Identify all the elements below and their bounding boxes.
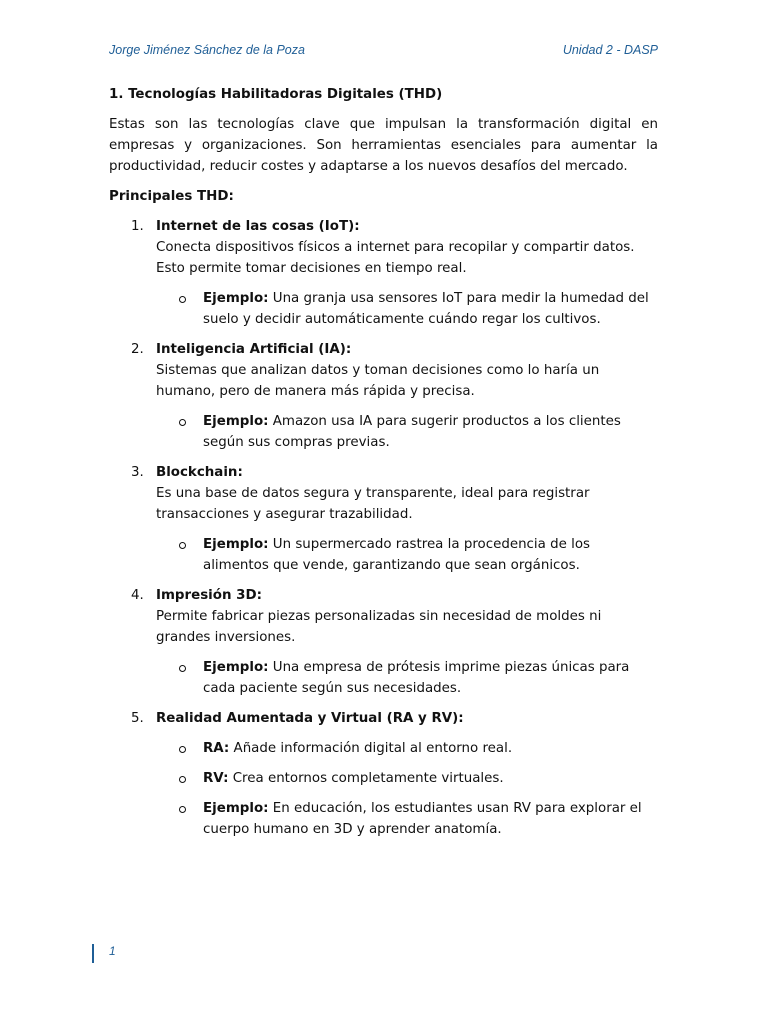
sub-item-label: Ejemplo: bbox=[203, 291, 269, 306]
hollow-circle-bullet-icon bbox=[179, 419, 186, 426]
list-item bbox=[109, 462, 658, 576]
list-item-description: Sistemas que analizan datos y toman decisiones como lo haría un humano, pero de manera más rápida y precisa. bbox=[156, 363, 600, 399]
sub-item-text: En educación, los estudiantes usan RV para explorar el cuerpo humano en 3D y aprender anatomía. bbox=[203, 801, 642, 837]
list-item-title: Blockchain: bbox=[156, 465, 243, 480]
sub-list bbox=[156, 288, 658, 330]
sub-list-item bbox=[156, 798, 658, 840]
list-item bbox=[109, 585, 658, 699]
sub-item-text: Una empresa de prótesis imprime piezas únicas para cada paciente según sus necesidades. bbox=[203, 660, 630, 696]
document-body bbox=[109, 84, 658, 849]
list-item-description: Es una base de datos segura y transparente, ideal para registrar transacciones y asegurar trazabilidad. bbox=[156, 486, 590, 522]
sub-list-item bbox=[156, 768, 658, 789]
subheading-principales: Principales THD: bbox=[109, 189, 234, 204]
hollow-circle-bullet-icon bbox=[179, 296, 186, 303]
sub-item-label: Ejemplo: bbox=[203, 660, 269, 675]
thd-list bbox=[109, 216, 658, 840]
sub-list-item bbox=[156, 534, 658, 576]
sub-item-text: Una granja usa sensores IoT para medir la humedad del suelo y decidir automáticamente cuándo regar los cultivos. bbox=[203, 291, 649, 327]
list-item bbox=[109, 708, 658, 840]
sub-item-label: RV: bbox=[203, 771, 229, 786]
sub-item-text: Crea entornos completamente virtuales. bbox=[228, 771, 504, 786]
sub-item-label: RA: bbox=[203, 741, 230, 756]
list-item bbox=[109, 216, 658, 330]
list-item-description: Conecta dispositivos físicos a internet para recopilar y compartir datos. Esto permite tomar decisiones en tiempo real. bbox=[156, 240, 635, 276]
list-item-title: Impresión 3D: bbox=[156, 588, 262, 603]
sub-item-label: Ejemplo: bbox=[203, 414, 269, 429]
list-item-number: 3. bbox=[131, 465, 144, 480]
sub-list-item bbox=[156, 657, 658, 699]
list-item-number: 2. bbox=[131, 342, 144, 357]
sub-item-text: Un supermercado rastrea la procedencia de los alimentos que vende, garantizando que sean orgánicos. bbox=[203, 537, 590, 573]
list-item bbox=[109, 339, 658, 453]
hollow-circle-bullet-icon bbox=[179, 542, 186, 549]
sub-list bbox=[156, 534, 658, 576]
list-item-number: 1. bbox=[131, 219, 144, 234]
sub-item-label: Ejemplo: bbox=[203, 801, 269, 816]
list-item-title: Inteligencia Artificial (IA): bbox=[156, 342, 352, 357]
sub-list-item bbox=[156, 288, 658, 330]
list-item-number: 4. bbox=[131, 588, 144, 603]
hollow-circle-bullet-icon bbox=[179, 665, 186, 672]
page-header bbox=[109, 43, 658, 57]
header-author: Jorge Jiménez Sánchez de la Poza bbox=[109, 43, 305, 57]
page-number: 1 bbox=[109, 944, 116, 958]
hollow-circle-bullet-icon bbox=[179, 746, 186, 753]
sub-list-item bbox=[156, 738, 658, 759]
list-item-title: Realidad Aumentada y Virtual (RA y RV): bbox=[156, 711, 464, 726]
section-title: 1. Tecnologías Habilitadoras Digitales (THD) bbox=[109, 87, 443, 102]
sub-list-item bbox=[156, 411, 658, 453]
list-item-number: 5. bbox=[131, 711, 144, 726]
sub-item-label: Ejemplo: bbox=[203, 537, 269, 552]
hollow-circle-bullet-icon bbox=[179, 806, 186, 813]
list-item-description: Permite fabricar piezas personalizadas sin necesidad de moldes ni grandes inversiones. bbox=[156, 609, 602, 645]
footer-accent-bar bbox=[92, 944, 94, 963]
intro-paragraph: Estas son las tecnologías clave que impulsan la transformación digital en empresas y organizaciones. Son herramientas esenciales para aumentar la productividad, reducir costes y adaptarse a los nuevos desafíos del mercado. bbox=[109, 117, 658, 174]
hollow-circle-bullet-icon bbox=[179, 776, 186, 783]
sub-item-text: Amazon usa IA para sugerir productos a los clientes según sus compras previas. bbox=[203, 414, 621, 450]
header-unit: Unidad 2 - DASP bbox=[562, 43, 658, 57]
sub-item-text: Añade información digital al entorno real. bbox=[229, 741, 513, 756]
sub-list bbox=[156, 738, 658, 840]
list-item-title: Internet de las cosas (IoT): bbox=[156, 219, 360, 234]
sub-list bbox=[156, 657, 658, 699]
sub-list bbox=[156, 411, 658, 453]
